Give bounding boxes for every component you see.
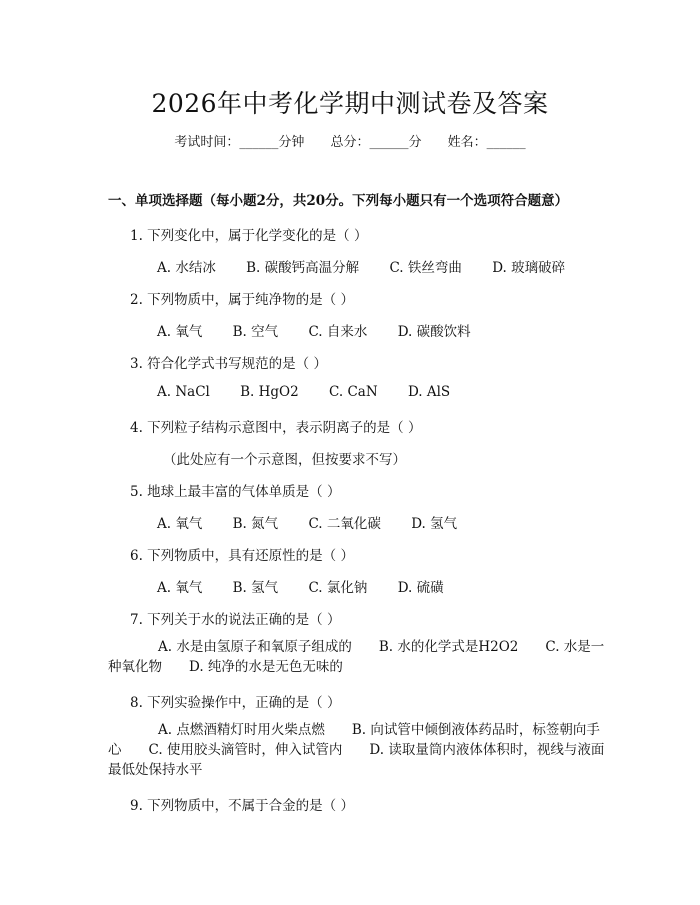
question-6: 6. 下列物质中，具有还原性的是（ ）	[130, 548, 354, 564]
page-title: 2026年中考化学期中测试卷及答案	[151, 89, 549, 118]
question-5-options	[157, 512, 483, 532]
question-3-options	[157, 384, 476, 400]
question-6-options	[157, 576, 470, 596]
option-d: D. 玻璃破碎	[492, 260, 566, 276]
question-4-note: （此处应有一个示意图，但按要求不写）	[163, 452, 406, 468]
option-c: C. CaN	[329, 384, 378, 400]
option-b: B. 氢气	[232, 580, 279, 596]
question-8: 8. 下列实验操作中，正确的是（ ）	[130, 695, 341, 711]
student-name: 姓名：______	[447, 135, 526, 150]
question-3: 3. 符合化学式书写规范的是（ ）	[130, 356, 327, 372]
question-2-options	[157, 320, 497, 340]
question-1-options	[157, 256, 591, 276]
question-4: 4. 下列粒子结构示意图中，表示阴离子的是（ ）	[130, 420, 422, 436]
question-8-options: A. 点燃酒精灯时用火柴点燃 B. 向试管中倾倒液体药品时，标签朝向手心 C. 使用胶头滴管时，伸入试管内 D. 读取量筒内液体体积时，视线与液面最低处保持水平	[108, 722, 605, 778]
question-7: 7. 下列关于水的说法正确的是（ ）	[130, 612, 341, 628]
option-a: A. 氧气	[157, 580, 203, 596]
question-5: 5. 地球上最丰富的气体单质是（ ）	[130, 484, 341, 500]
option-b: B. 空气	[232, 324, 279, 340]
option-d: D. 硫磺	[397, 580, 444, 596]
option-c: C. 二氧化碳	[308, 516, 381, 532]
section-heading: 一、单项选择题（每小题2分，共20分。下列每小题只有一个选项符合题意）	[108, 193, 569, 209]
option-a: A. NaCl	[157, 384, 210, 400]
option-b: B. 氮气	[232, 516, 279, 532]
option-c: C. 铁丝弯曲	[389, 260, 462, 276]
question-2: 2. 下列物质中，属于纯净物的是（ ）	[130, 292, 354, 308]
option-a: A. 氧气	[157, 324, 203, 340]
option-a: A. 氧气	[157, 516, 203, 532]
option-d: D. 氢气	[411, 516, 458, 532]
question-1: 1. 下列变化中，属于化学变化的是（ ）	[130, 228, 368, 244]
option-a: A. 水结冰	[157, 260, 216, 276]
option-c: C. 自来水	[308, 324, 368, 340]
option-b: B. HgO2	[240, 384, 299, 400]
option-d: D. 碳酸饮料	[397, 324, 471, 340]
question-9: 9. 下列物质中，不属于合金的是（ ）	[130, 798, 354, 814]
option-c: C. 氯化钠	[308, 580, 368, 596]
exam-time: 考试时间：______分钟	[174, 135, 305, 150]
exam-info	[0, 131, 700, 150]
option-d: D. AlS	[407, 384, 451, 400]
total-score: 总分：______分	[330, 135, 422, 150]
option-b: B. 碳酸钙高温分解	[246, 260, 360, 276]
question-7-options: A. 水是由氢原子和氧原子组成的 B. 水的化学式是H2O2 C. 水是一种氧化物 D. 纯净的水是无色无味的	[108, 639, 605, 675]
